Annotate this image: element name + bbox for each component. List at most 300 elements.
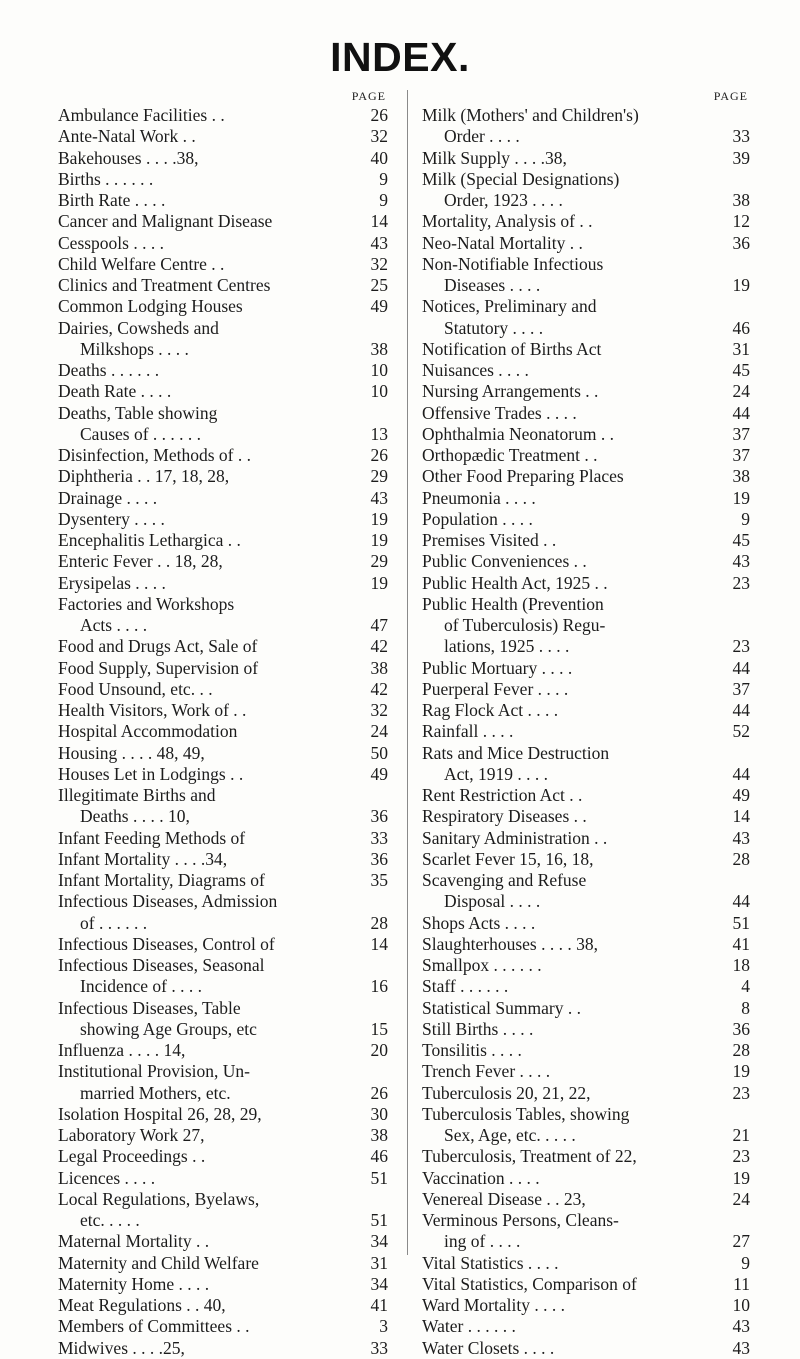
index-entry-page: 8 xyxy=(741,997,750,1018)
index-entry-page: 18 xyxy=(732,955,750,975)
index-entry-line xyxy=(58,254,388,275)
index-entry-text: Illegitimate Births and xyxy=(58,785,216,805)
index-entry-continuation xyxy=(422,1125,750,1146)
index-entry-page: 37 xyxy=(732,445,750,465)
index-entry-text: Public Health (Prevention xyxy=(422,593,604,614)
index-entry-text: Factories and Workshops xyxy=(58,593,235,614)
index-entry xyxy=(58,1061,388,1104)
index-entry xyxy=(422,296,750,339)
index-entry-text: Drainage . . . . xyxy=(58,487,158,508)
index-entry-page: 41 xyxy=(370,1295,388,1315)
index-entry-line xyxy=(422,594,750,615)
index-entry-text: Disinfection, Methods of . . xyxy=(58,445,251,465)
index-entry-line xyxy=(58,1316,388,1337)
index-entry xyxy=(58,105,388,126)
index-entry-text: Shops Acts . . . . xyxy=(422,912,536,933)
index-entry-text: Premises Visited . . xyxy=(422,530,557,550)
index-entry-line xyxy=(422,169,750,190)
index-entry xyxy=(422,913,750,934)
index-entry xyxy=(422,105,750,148)
index-entry-text: Isolation Hospital 26, 28, 29, xyxy=(58,1103,262,1124)
index-entry-text: Ward Mortality . . . . xyxy=(422,1295,565,1315)
index-entry-text: Hospital Accommodation xyxy=(58,721,238,742)
index-entry-text: Notification of Births Act xyxy=(422,338,602,359)
index-entry-text: Infectious Diseases, Control of xyxy=(58,933,275,954)
index-entry-page: 36 xyxy=(732,1018,750,1039)
index-entry-page: 43 xyxy=(732,1337,750,1358)
index-entry-page: 9 xyxy=(741,1252,750,1273)
index-entry-line xyxy=(422,1316,750,1337)
index-entry-text: Mortality, Analysis of . . xyxy=(422,211,593,232)
index-entry-page: 24 xyxy=(732,381,750,402)
index-entry-page: 44 xyxy=(732,657,750,678)
index-entry-line xyxy=(422,1019,750,1040)
index-entry xyxy=(422,976,750,997)
index-entry-page: 49 xyxy=(370,296,388,317)
index-entry xyxy=(422,700,750,721)
index-entry-line xyxy=(422,658,750,679)
index-entry xyxy=(58,849,388,870)
index-entry-page: 13 xyxy=(370,423,388,444)
index-entry-text: Members of Committees . . xyxy=(58,1316,250,1337)
index-entry-page: 26 xyxy=(370,1082,388,1103)
index-entry-text: Causes of . . . . . . xyxy=(80,423,202,444)
index-entry-text: Smallpox . . . . . . xyxy=(422,955,542,975)
index-entry-line xyxy=(422,296,750,317)
index-entry-page: 20 xyxy=(370,1040,388,1060)
index-entry-line xyxy=(58,1125,388,1146)
index-entry-text: Milkshops . . . . xyxy=(80,338,189,359)
index-entry-continuation xyxy=(422,275,750,296)
index-entry-line xyxy=(422,1253,750,1274)
index-entry-page: 27 xyxy=(732,1231,750,1252)
index-entry xyxy=(58,509,388,530)
index-entry-text: Diphtheria . . 17, 18, 28, xyxy=(58,466,230,487)
index-entry xyxy=(422,1316,750,1337)
index-entry-page: 36 xyxy=(370,848,388,869)
index-entry xyxy=(58,318,388,361)
index-entry-text: Deaths . . . . 10, xyxy=(80,806,190,827)
index-entry-page: 38 xyxy=(732,190,750,210)
index-entry xyxy=(58,891,388,934)
index-entry-text: Tuberculosis 20, 21, 22, xyxy=(422,1082,591,1103)
index-entry-line xyxy=(58,1274,388,1295)
index-entry-line xyxy=(58,233,388,254)
index-entry-text: Laboratory Work 27, xyxy=(58,1125,205,1145)
index-entry-page: 19 xyxy=(370,508,388,529)
index-entry-line xyxy=(58,1168,388,1189)
index-entry-text: Dysentery . . . . xyxy=(58,508,165,529)
column-divider xyxy=(407,90,408,1255)
index-entry-continuation xyxy=(422,126,750,147)
index-entry-page: 29 xyxy=(370,551,388,572)
index-entry-page: 32 xyxy=(370,253,388,274)
index-entry-text: showing Age Groups, etc xyxy=(80,1018,257,1039)
index-entry-text: Water . . . . . . xyxy=(422,1316,516,1337)
index-entry-page: 38 xyxy=(370,657,388,678)
index-entry-line xyxy=(58,1231,388,1252)
index-entry xyxy=(58,870,388,891)
index-entry-text: Death Rate . . . . xyxy=(58,381,172,402)
index-entry-text: Public Mortuary . . . . xyxy=(422,657,573,678)
index-entry-page: 26 xyxy=(370,105,388,125)
index-entry xyxy=(58,551,388,572)
index-entry xyxy=(58,1231,388,1252)
index-entry-page: 21 xyxy=(732,1125,750,1145)
index-entry-text: Cesspools . . . . xyxy=(58,232,164,253)
index-entry-page: 34 xyxy=(370,1231,388,1252)
index-entry xyxy=(422,1168,750,1189)
index-entry-text: Encephalitis Lethargica . . xyxy=(58,530,241,550)
index-entry-text: Sex, Age, etc. . . . . xyxy=(444,1125,576,1145)
index-entry-page: 36 xyxy=(732,232,750,253)
index-entry-text: Still Births . . . . xyxy=(422,1018,534,1039)
index-entry-line xyxy=(58,700,388,721)
index-entry xyxy=(422,1019,750,1040)
index-entry xyxy=(422,211,750,232)
index-entry-line xyxy=(422,530,750,551)
index-entry-continuation xyxy=(58,806,388,827)
index-entry-page: 12 xyxy=(732,211,750,232)
index-entry-text: Health Visitors, Work of . . xyxy=(58,700,247,720)
index-entry xyxy=(422,530,750,551)
index-entry-text: Ambulance Facilities . . xyxy=(58,105,225,125)
index-entry-line xyxy=(422,806,750,827)
index-entry-text: Puerperal Fever . . . . xyxy=(422,678,569,699)
index-entry-page: 37 xyxy=(732,423,750,444)
index-entry-line xyxy=(422,743,750,764)
index-entry-text: Tonsilitis . . . . xyxy=(422,1040,522,1060)
index-entry xyxy=(58,381,388,402)
index-entry-page: 24 xyxy=(732,1188,750,1209)
index-entry-text: Tuberculosis, Treatment of 22, xyxy=(422,1146,637,1167)
index-entry xyxy=(422,955,750,976)
index-entry-page: 39 xyxy=(732,147,750,168)
index-entry xyxy=(422,785,750,806)
index-entry xyxy=(58,934,388,955)
index-entry-line xyxy=(422,1061,750,1082)
index-entry-text: Act, 1919 . . . . xyxy=(444,763,549,784)
index-entry-line xyxy=(422,1189,750,1210)
index-entry-line xyxy=(422,573,750,594)
index-entry-text: Bakehouses . . . .38, xyxy=(58,147,199,168)
index-entry-page: 10 xyxy=(370,360,388,380)
index-entry-line xyxy=(58,169,388,190)
index-entry-text: Milk Supply . . . .38, xyxy=(422,147,567,168)
index-entry-page: 32 xyxy=(370,700,388,720)
index-entry-page: 33 xyxy=(370,827,388,848)
index-entry xyxy=(58,764,388,785)
index-entry-page: 26 xyxy=(370,445,388,465)
index-entry-line xyxy=(422,233,750,254)
index-entry-text: Non-Notifiable Infectious xyxy=(422,253,604,274)
index-entry xyxy=(422,1040,750,1061)
index-entry-line xyxy=(422,551,750,572)
index-entry xyxy=(422,403,750,424)
index-entry-page: 46 xyxy=(732,317,750,338)
index-entry-text: Statutory . . . . xyxy=(444,317,544,338)
index-entry-text: Child Welfare Centre . . xyxy=(58,253,225,274)
index-entry-line xyxy=(422,1040,750,1061)
index-entry-text: Infant Mortality, Diagrams of xyxy=(58,870,265,890)
index-entry xyxy=(422,1146,750,1167)
index-entry xyxy=(422,934,750,955)
index-entry-line xyxy=(422,1338,750,1359)
index-entry xyxy=(422,1295,750,1316)
index-entry-page: 31 xyxy=(732,338,750,359)
index-entry-text: Offensive Trades . . . . xyxy=(422,402,577,423)
index-entry xyxy=(422,679,750,700)
index-entry-text: Diseases . . . . xyxy=(444,275,541,295)
index-entry-continuation xyxy=(422,764,750,785)
index-entry-page: 38 xyxy=(732,466,750,487)
index-entry-continuation xyxy=(58,913,388,934)
index-entry-page: 42 xyxy=(370,636,388,657)
index-entry-text: Orthopædic Treatment . . xyxy=(422,445,598,465)
index-entry-page: 51 xyxy=(370,1167,388,1188)
index-entry-page: 10 xyxy=(370,381,388,402)
index-entry-page: 25 xyxy=(370,275,388,295)
index-entry xyxy=(58,1316,388,1337)
index-entry-text: Infectious Diseases, Admission xyxy=(58,891,278,912)
index-entry-text: Licences . . . . xyxy=(58,1167,156,1188)
index-entry xyxy=(422,870,750,913)
index-entry xyxy=(422,233,750,254)
index-entry-text: Vaccination . . . . xyxy=(422,1167,540,1188)
index-entry-continuation xyxy=(422,190,750,211)
index-entry-text: Birth Rate . . . . xyxy=(58,190,166,210)
index-entry-text: of Tuberculosis) Regu- xyxy=(444,615,606,635)
index-entry-text: Scavenging and Refuse xyxy=(422,870,587,890)
index-entry-page: 35 xyxy=(370,870,388,890)
index-entry-line xyxy=(422,1104,750,1125)
index-entry xyxy=(422,509,750,530)
index-entry-line xyxy=(58,679,388,700)
index-entry-page: 24 xyxy=(370,721,388,742)
index-entry-text: Common Lodging Houses xyxy=(58,296,243,317)
index-entry-text: ing of . . . . xyxy=(444,1231,521,1252)
index-entry-line xyxy=(422,828,750,849)
index-entry xyxy=(58,1295,388,1316)
index-entry xyxy=(58,1274,388,1295)
index-entry-text: Neo-Natal Mortality . . xyxy=(422,232,583,253)
index-entry xyxy=(58,403,388,446)
index-entry-continuation xyxy=(422,318,750,339)
index-entry-line xyxy=(422,1146,750,1167)
index-entry xyxy=(422,828,750,849)
index-entry-text: Rag Flock Act . . . . xyxy=(422,700,559,720)
index-entry-line xyxy=(422,148,750,169)
index-entry-line xyxy=(58,1253,388,1274)
index-entry-line xyxy=(58,764,388,785)
index-entry-line xyxy=(422,849,750,870)
index-entry-text: Ophthalmia Neonatorum . . xyxy=(422,423,614,444)
index-entry-text: Rats and Mice Destruction xyxy=(422,742,610,763)
index-entry-line xyxy=(58,891,388,912)
index-entries-left xyxy=(58,105,388,1359)
index-entry-line xyxy=(58,998,388,1019)
index-entry-line xyxy=(422,1295,750,1316)
index-entry-line xyxy=(422,403,750,424)
index-entry-page: 23 xyxy=(732,1146,750,1167)
index-entry xyxy=(422,148,750,169)
index-entry-line xyxy=(422,466,750,487)
index-entry xyxy=(58,721,388,742)
index-entry-line xyxy=(58,1146,388,1167)
index-entry xyxy=(58,679,388,700)
index-entry-line xyxy=(422,721,750,742)
index-entry-line xyxy=(422,339,750,360)
index-entry-text: Food Unsound, etc. . . xyxy=(58,678,213,699)
index-entry-line xyxy=(58,381,388,402)
index-entry-line xyxy=(58,296,388,317)
index-entry-line xyxy=(58,1338,388,1359)
index-entry xyxy=(422,1104,750,1147)
index-entry-line xyxy=(58,445,388,466)
index-entry-text: Slaughterhouses . . . . 38, xyxy=(422,933,598,954)
index-entry-page: 40 xyxy=(370,147,388,168)
index-entry-page: 14 xyxy=(370,211,388,232)
index-entry-line xyxy=(58,1104,388,1125)
index-entry xyxy=(58,233,388,254)
index-entry-page: 33 xyxy=(370,1337,388,1358)
index-entry-text: Venereal Disease . . 23, xyxy=(422,1188,586,1209)
index-entry-line xyxy=(422,955,750,976)
index-entry-page: 3 xyxy=(379,1316,388,1337)
index-entry-line xyxy=(422,976,750,997)
index-entry-page: 28 xyxy=(732,1040,750,1060)
index-entry-line xyxy=(422,211,750,232)
index-entry-text: Nuisances . . . . xyxy=(422,360,529,380)
index-entry-page: 41 xyxy=(732,933,750,954)
index-entry-page: 38 xyxy=(370,1125,388,1145)
index-entry-text: Infectious Diseases, Table xyxy=(58,997,241,1018)
index-entry-page: 9 xyxy=(379,190,388,210)
index-entry-page: 49 xyxy=(370,763,388,784)
index-entry-text: Verminous Persons, Cleans- xyxy=(422,1210,619,1230)
index-entry-page: 43 xyxy=(732,827,750,848)
index-entry xyxy=(422,658,750,679)
index-entry xyxy=(422,721,750,742)
index-entry-text: Legal Proceedings . . xyxy=(58,1146,206,1167)
index-entry-text: Houses Let in Lodgings . . xyxy=(58,763,244,784)
index-entry-line xyxy=(58,636,388,657)
index-entry-line xyxy=(422,1083,750,1104)
index-entry-line xyxy=(58,530,388,551)
index-entry-page: 49 xyxy=(732,785,750,805)
index-entry-line xyxy=(58,126,388,147)
index-entry-text: Ante-Natal Work . . xyxy=(58,126,196,147)
index-entry-text: Public Health Act, 1925 . . xyxy=(422,572,608,593)
index-entry-text: Dairies, Cowsheds and xyxy=(58,317,219,338)
index-entry-text: of . . . . . . xyxy=(80,912,148,933)
index-entry-page: 23 xyxy=(732,572,750,593)
index-entry-text: Milk (Special Designations) xyxy=(422,168,620,189)
index-entry-line xyxy=(58,148,388,169)
index-entry-page: 9 xyxy=(379,168,388,189)
index-entry-text: Order, 1923 . . . . xyxy=(444,190,563,210)
page-column-label: PAGE xyxy=(713,89,748,103)
index-entry-line xyxy=(422,360,750,381)
index-entry-page: 15 xyxy=(370,1018,388,1039)
index-entry-text: Order . . . . xyxy=(444,126,520,147)
index-entry-line xyxy=(58,828,388,849)
index-entry-text: Local Regulations, Byelaws, xyxy=(58,1188,260,1209)
index-entry-line xyxy=(58,509,388,530)
index-entry-text: Acts . . . . xyxy=(80,615,148,635)
index-entry-page: 44 xyxy=(732,891,750,912)
index-entry xyxy=(58,743,388,764)
index-entry-page: 38 xyxy=(370,338,388,359)
index-entry xyxy=(422,1189,750,1210)
index-entry-text: Infectious Diseases, Seasonal xyxy=(58,955,265,975)
index-entry xyxy=(58,828,388,849)
index-entry-page: 19 xyxy=(370,572,388,593)
index-entry xyxy=(58,211,388,232)
index-entry-page: 43 xyxy=(732,1316,750,1337)
index-entry xyxy=(422,445,750,466)
index-entry-page: 19 xyxy=(732,1061,750,1082)
index-entry xyxy=(58,700,388,721)
index-entry-text: Institutional Provision, Un- xyxy=(58,1061,251,1082)
index-entry-line xyxy=(422,424,750,445)
index-entry-text: Population . . . . xyxy=(422,508,533,529)
index-entry-text: Staff . . . . . . xyxy=(422,976,509,997)
index-entry xyxy=(58,190,388,211)
index-entry-page: 14 xyxy=(732,806,750,827)
index-entry-line xyxy=(58,105,388,126)
index-entry xyxy=(58,296,388,317)
index-entry-text: Nursing Arrangements . . xyxy=(422,381,599,402)
index-entry-text: Incidence of . . . . xyxy=(80,976,202,997)
index-entry-line xyxy=(422,488,750,509)
index-entry-text: Rent Restriction Act . . xyxy=(422,785,583,805)
index-entry-line xyxy=(422,870,750,891)
index-entry-page: 33 xyxy=(732,126,750,147)
index-entry xyxy=(58,466,388,487)
index-entry xyxy=(422,1253,750,1274)
index-entry-line xyxy=(58,403,388,424)
index-entry-text: Influenza . . . . 14, xyxy=(58,1040,186,1060)
index-entry xyxy=(58,1253,388,1274)
index-entry xyxy=(422,806,750,827)
index-entry-line xyxy=(58,658,388,679)
index-entry-line xyxy=(58,743,388,764)
index-column-left xyxy=(58,88,388,1359)
index-entry xyxy=(422,339,750,360)
index-entry-line xyxy=(422,934,750,955)
index-entry-continuation xyxy=(58,1019,388,1040)
index-entry xyxy=(422,1338,750,1359)
index-entry xyxy=(58,148,388,169)
index-entry-text: Food Supply, Supervision of xyxy=(58,657,259,678)
index-entry-page: 19 xyxy=(370,530,388,550)
index-entry-line xyxy=(58,721,388,742)
index-entry-text: Housing . . . . 48, 49, xyxy=(58,742,205,763)
index-entry-line xyxy=(58,1189,388,1210)
index-entry xyxy=(422,254,750,297)
index-entry-text: Scarlet Fever 15, 16, 18, xyxy=(422,848,594,869)
index-entry xyxy=(422,1061,750,1082)
index-entry-line xyxy=(58,934,388,955)
index-entry xyxy=(422,849,750,870)
index-entry-line xyxy=(422,1168,750,1189)
index-entry xyxy=(58,1189,388,1232)
index-entry-continuation xyxy=(422,891,750,912)
index-entry-text: Trench Fever . . . . xyxy=(422,1061,551,1082)
index-entry-page: 47 xyxy=(370,615,388,635)
index-entry-text: lations, 1925 . . . . xyxy=(444,636,570,657)
